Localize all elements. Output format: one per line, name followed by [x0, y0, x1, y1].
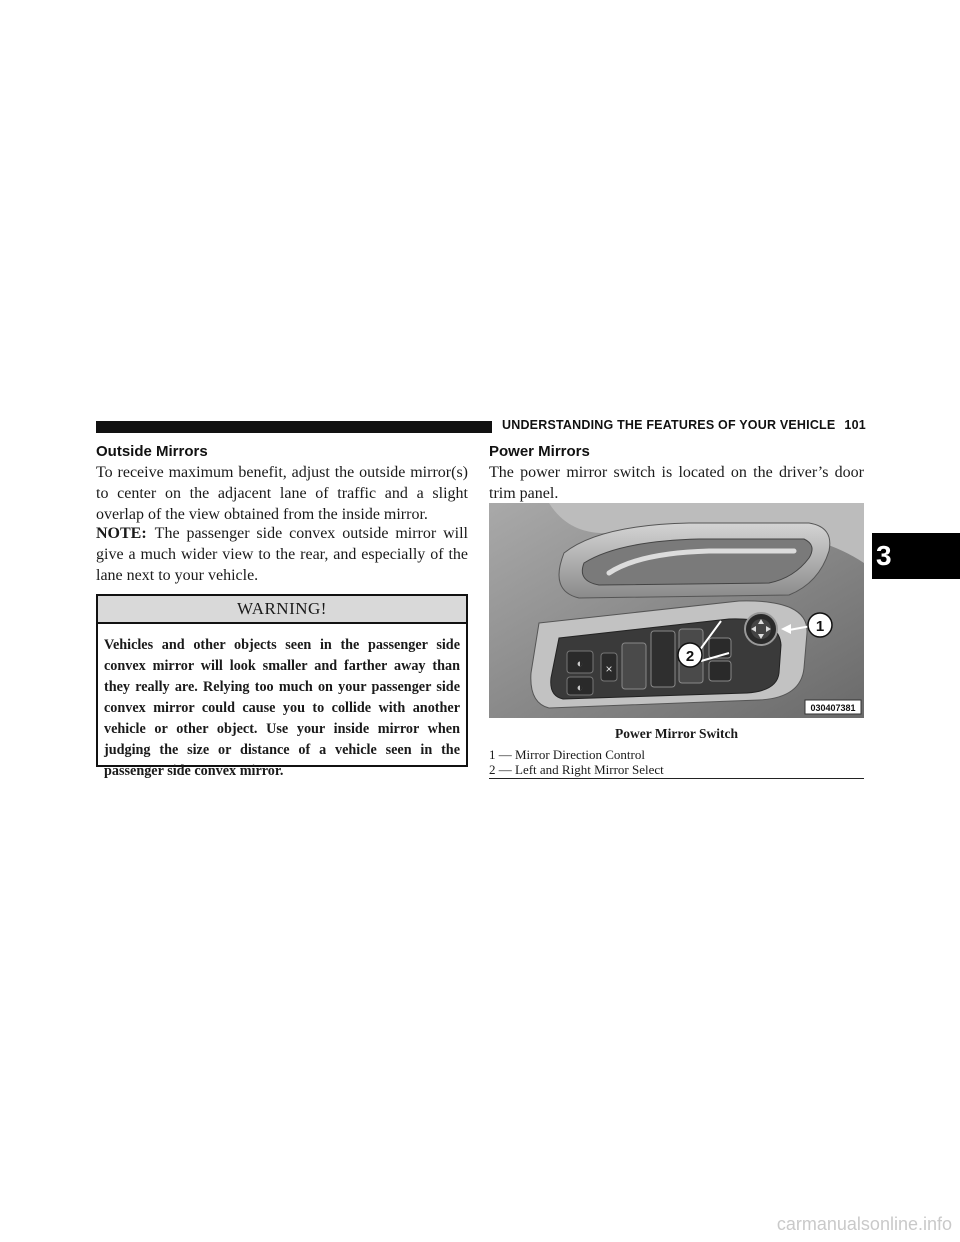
note-label: NOTE:: [96, 525, 147, 542]
watermark: carmanualsonline.info: [776, 1214, 952, 1234]
warning-title: WARNING!: [98, 596, 466, 624]
note-text: The passenger side convex outside mirror will give a much wider view to the rear, and especially of the lane next to your vehicle.: [96, 525, 468, 584]
callout-1: 1: [815, 618, 825, 635]
legend-item: 2 — Left and Right Mirror Select: [489, 762, 664, 777]
outside-mirrors-title: Outside Mirrors: [96, 443, 208, 460]
figure-legend: [489, 747, 864, 779]
door-panel-illustration: [489, 503, 864, 718]
image-code: 030407381: [810, 703, 856, 713]
callout-2: 2: [685, 648, 695, 665]
header-bar: [96, 421, 492, 433]
legend-divider: [489, 778, 864, 779]
warning-body: Vehicles and other objects seen in the passenger side convex mirror will look smaller and farther away than they really are. Relying too much on your passenger side convex mirror could cause you to collide with another vehicle or other object. Use your inside mirror when judging the size or distance of a vehicle seen in the passenger side convex mirror.: [104, 637, 460, 779]
note-paragraph: [96, 523, 468, 586]
running-header: [502, 418, 864, 432]
svg-text:×: ×: [605, 662, 613, 676]
chapter-tab: 3: [872, 533, 960, 579]
power-mirror-switch-photo: [489, 503, 864, 718]
outside-mirrors-intro: To receive maximum benefit, adjust the outside mirror(s) to center on the adjacent lane of traffic and a slight overlap of the view obtained from the inside mirror.: [96, 464, 468, 523]
svg-text:◐: ◐: [576, 658, 584, 670]
figure-caption: Power Mirror Switch: [615, 726, 738, 741]
power-mirrors-title: Power Mirrors: [489, 443, 590, 460]
warning-box: [96, 594, 468, 779]
page-number: 101: [844, 418, 866, 432]
legend-item: 1 — Mirror Direction Control: [489, 747, 645, 762]
power-mirrors-intro: The power mirror switch is located on the driver’s door trim panel.: [489, 464, 864, 502]
header-section: UNDERSTANDING THE FEATURES OF YOUR VEHICLE: [502, 418, 836, 432]
svg-text:◐: ◐: [576, 682, 584, 694]
